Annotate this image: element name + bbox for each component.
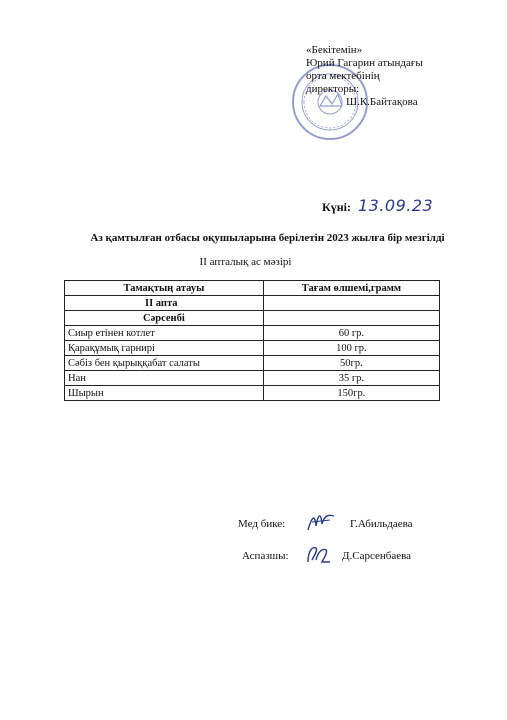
dish-amount: 35 гр. [263, 371, 439, 386]
cook-name: Д.Сарсенбаева [342, 550, 412, 562]
table-header-row [65, 281, 440, 296]
approval-position: директоры: [306, 83, 360, 95]
dish-amount: 150гр. [263, 386, 439, 401]
dish-amount: 100 гр. [263, 341, 439, 356]
document-title: Аз қамтылған отбасы оқушыларына берілетін 2023 жылға бір мезгілді [90, 232, 445, 244]
table-row-day [65, 311, 440, 326]
document-subtitle: II апталық ас мәзірі [199, 256, 292, 268]
table-cell-empty [263, 311, 439, 326]
table-row [65, 386, 440, 401]
cook-signature-icon [304, 542, 334, 566]
date-label: Күні: [322, 200, 351, 214]
dish-name: Қарақұмық гарнирі [65, 341, 264, 356]
nurse-name: Г.Абильдаева [350, 518, 413, 530]
approval-signer: Ш.К.Байтақова [346, 96, 418, 108]
date-line [322, 196, 433, 215]
approval-block [306, 44, 423, 109]
dish-name: Шырын [65, 386, 264, 401]
dish-amount: 60 гр. [263, 326, 439, 341]
approval-school-line: Юрий Гагарин атындағы [306, 57, 423, 69]
dish-amount: 50гр. [263, 356, 439, 371]
dish-name: Нан [65, 371, 264, 386]
week-label: II апта [65, 296, 264, 311]
table-row [65, 356, 440, 371]
date-value: 13.09.23 [357, 196, 434, 215]
day-label: Сәрсенбі [65, 311, 264, 326]
menu-table [64, 280, 440, 401]
dish-name: Сәбіз бен қырыққабат салаты [65, 356, 264, 371]
nurse-signature-icon [306, 510, 336, 534]
table-row [65, 371, 440, 386]
nurse-role: Мед бике: [238, 518, 286, 530]
table-row-week [65, 296, 440, 311]
table-cell-empty [263, 296, 439, 311]
dish-name: Сиыр етінен котлет [65, 326, 264, 341]
approval-heading: «Бекітемін» [306, 44, 363, 56]
header-portion: Тағам өлшемі,грамм [263, 281, 439, 296]
cook-role: Аспазшы: [242, 550, 289, 562]
approval-school-line-2: орта мектебінің [306, 70, 380, 82]
table-row [65, 341, 440, 356]
header-dish-name: Тамақтың атауы [65, 281, 264, 296]
table-row [65, 326, 440, 341]
